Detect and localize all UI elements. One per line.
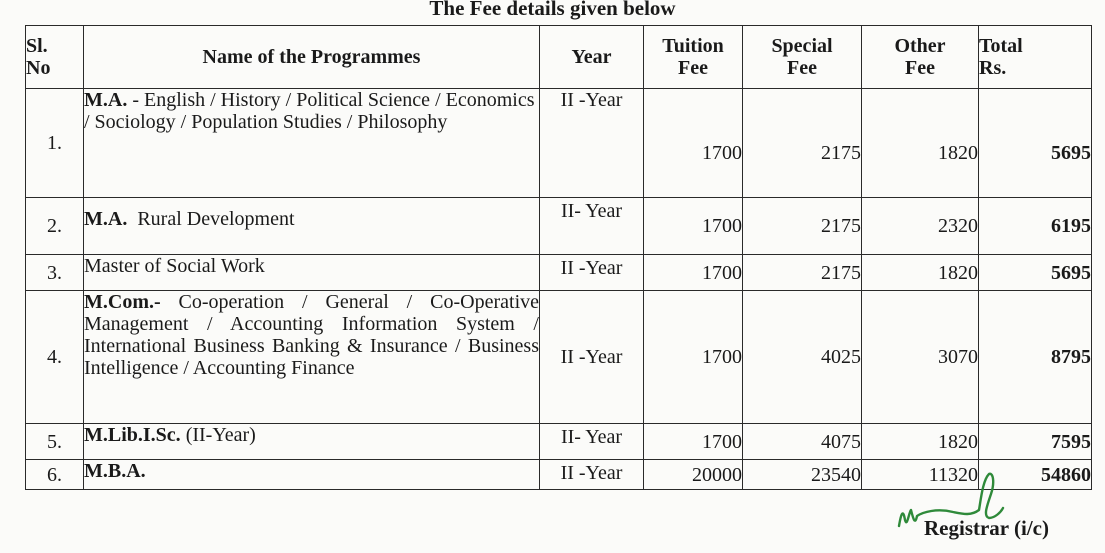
cell-total: 5695 (979, 89, 1092, 198)
cell-other-fee: 11320 (862, 460, 979, 490)
cell-sl-no: 2. (26, 198, 84, 255)
cell-tuition-fee: 1700 (644, 291, 743, 424)
table-header-row (26, 26, 1092, 89)
cell-other-fee: 3070 (862, 291, 979, 424)
programme-specializations: (II-Year) (180, 424, 256, 446)
cell-programme (84, 460, 540, 490)
cell-tuition-fee: 1700 (644, 255, 743, 291)
cell-year: II- Year (540, 424, 644, 460)
header-tuition-fee (644, 26, 743, 89)
cell-tuition-fee: 1700 (644, 89, 743, 198)
programme-specializations: Co-operation / General / Co-Operative Management / Accounting Information System / International Business Banking & Insurance / Business Intelligence / Accounting Finance (84, 291, 539, 379)
header-total-rs (979, 26, 1092, 89)
cell-total: 5695 (979, 255, 1092, 291)
table-row (26, 89, 1092, 198)
header-other-line2: Fee (905, 57, 935, 79)
cell-other-fee: 1820 (862, 255, 979, 291)
cell-sl-no: 1. (26, 89, 84, 198)
table-row (26, 424, 1092, 460)
cell-total: 6195 (979, 198, 1092, 255)
cell-year: II -Year (540, 89, 644, 198)
cell-year: II -Year (540, 291, 644, 424)
cell-total: 54860 (979, 460, 1092, 490)
cell-programme (84, 89, 540, 198)
programme-degree: M.Lib.I.Sc. (84, 424, 181, 446)
cell-sl-no: 5. (26, 424, 84, 460)
programme-degree: M.B.A. (84, 460, 146, 482)
header-special-line2: Fee (787, 57, 817, 79)
cell-year: II -Year (540, 460, 644, 490)
header-sl-no (26, 26, 84, 89)
table-row (26, 198, 1092, 255)
header-special-fee (743, 26, 862, 89)
cell-other-fee: 1820 (862, 424, 979, 460)
cell-year: II -Year (540, 255, 644, 291)
fee-table (25, 25, 1092, 490)
header-tuition-line2: Fee (678, 57, 708, 79)
cell-programme (84, 198, 540, 255)
cell-special-fee: 23540 (743, 460, 862, 490)
cell-tuition-fee: 20000 (644, 460, 743, 490)
programme-degree: M.A. (84, 208, 128, 230)
table-row (26, 291, 1092, 424)
header-special-line1: Special (771, 35, 833, 57)
table-row (26, 255, 1092, 291)
cell-tuition-fee: 1700 (644, 198, 743, 255)
programme-specializations: - English / History / Political Science / Economics / Sociology / Population Studies / Philosophy (84, 89, 535, 133)
header-sl-line1: Sl. (26, 35, 48, 57)
programme-degree: M.Com.- (84, 291, 161, 313)
cell-year: II- Year (540, 198, 644, 255)
cell-programme (84, 255, 540, 291)
cell-special-fee: 2175 (743, 89, 862, 198)
cell-special-fee: 2175 (743, 198, 862, 255)
header-other-fee (862, 26, 979, 89)
cell-special-fee: 4025 (743, 291, 862, 424)
cell-sl-no: 4. (26, 291, 84, 424)
cell-tuition-fee: 1700 (644, 424, 743, 460)
header-programme-name: Name of the Programmes (84, 26, 540, 89)
cell-other-fee: 1820 (862, 89, 979, 198)
header-sl-line2: No (26, 57, 51, 79)
programme-degree: M.A. (84, 89, 128, 111)
cell-total: 7595 (979, 424, 1092, 460)
cell-programme (84, 424, 540, 460)
cell-sl-no: 6. (26, 460, 84, 490)
cell-special-fee: 4075 (743, 424, 862, 460)
registrar-label: Registrar (i/c) (924, 516, 1049, 540)
header-total-line2: Rs. (979, 57, 1007, 79)
cell-other-fee: 2320 (862, 198, 979, 255)
programme-specializations: Rural Development (127, 208, 295, 230)
page-title: The Fee details given below (429, 0, 676, 20)
cell-total: 8795 (979, 291, 1092, 424)
header-total-line1: Total (979, 35, 1023, 57)
header-tuition-line1: Tuition (662, 35, 724, 57)
cell-sl-no: 3. (26, 255, 84, 291)
header-year: Year (540, 26, 644, 89)
header-other-line1: Other (894, 35, 946, 57)
cell-programme (84, 291, 540, 424)
cell-special-fee: 2175 (743, 255, 862, 291)
programme-specializations: Master of Social Work (84, 255, 265, 277)
